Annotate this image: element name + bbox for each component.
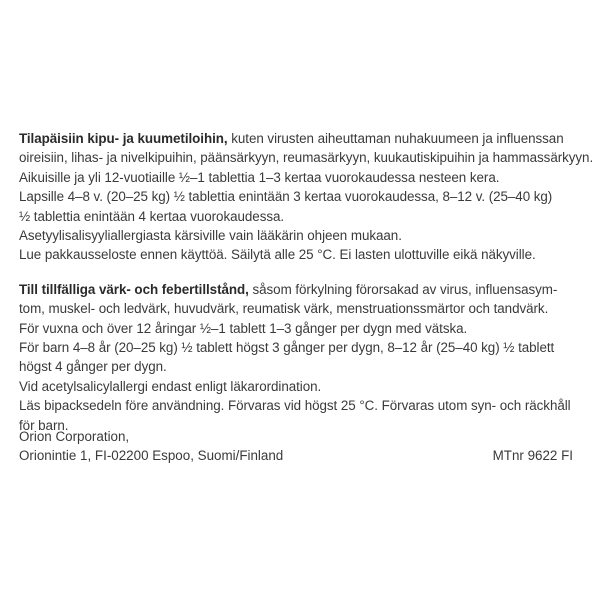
finnish-line-1-rest: kuten virusten aiheuttaman nuhakuumeen ja influenssan: [227, 131, 564, 146]
label-text: [19, 129, 594, 435]
finnish-line: ½ tablettia enintään 4 kertaa vuorokaudessa.: [19, 208, 285, 224]
finnish-line: Lue pakkausseloste ennen käyttöä. Säilytä alle 25 °C. Ei lasten ulottuville eikä näkyville.: [19, 247, 536, 263]
manufacturer-footer: [19, 427, 573, 466]
finnish-line-1: [19, 129, 589, 148]
mtnr-code: MTnr 9622 FI: [492, 448, 573, 464]
swedish-line: För vuxna och över 12 åringar ½–1 tablett 1–3 gånger per dygn med vätska.: [19, 320, 468, 336]
swedish-line: tom, muskel- och ledvärk, huvudvärk, reumatisk värk, menstruationssmärtor och tandvärk.: [19, 301, 549, 317]
swedish-section: [19, 280, 589, 435]
company-address: Orionintie 1, FI-02200 Espoo, Suomi/Finland: [19, 448, 284, 464]
finnish-lead: Tilapäisiin kipu- ja kuumetiloihin,: [19, 131, 228, 146]
swedish-lead: Till tillfälliga värk- och febertillstånd,: [19, 281, 249, 297]
swedish-line: högst 4 gånger per dygn.: [19, 359, 167, 375]
finnish-line: oireisiin, lihas- ja nivelkipuihin, päänsärkyyn, reumasärkyyn, kuukautiskipuihin ja hammassärkyyn.: [19, 150, 594, 166]
swedish-line-1: [19, 280, 589, 299]
swedish-line: För barn 4–8 år (20–25 kg) ½ tablett högst 3 gånger per dygn, 8–12 år (25–40 kg) ½ tablett: [19, 340, 555, 356]
swedish-line-1-rest: såsom förkylning förorsakad av virus, influensasym-: [248, 281, 558, 297]
finnish-section: [19, 129, 594, 265]
swedish-line: för barn.: [19, 417, 69, 433]
swedish-line: Vid acetylsalicylallergi endast enligt läkarordination.: [19, 378, 322, 394]
address-row: [19, 446, 573, 465]
swedish-line: Läs bipacksedeln före användning. Förvaras vid högst 25 °C. Förvaras utom syn- och räckhåll: [19, 398, 571, 414]
finnish-line: Lapsille 4–8 v. (20–25 kg) ½ tablettia enintään 3 kertaa vuorokaudessa, 8–12 v. (25–40 kg): [19, 189, 553, 205]
finnish-line: Aikuisille ja yli 12-vuotiaille ½–1 tablettia 1–3 kertaa vuorokaudessa nesteen kera.: [19, 169, 500, 185]
finnish-line: Asetyylisalisyyliallergiasta kärsiville vain lääkärin ohjeen mukaan.: [19, 228, 402, 244]
company-name: Orion Corporation,: [19, 429, 130, 444]
